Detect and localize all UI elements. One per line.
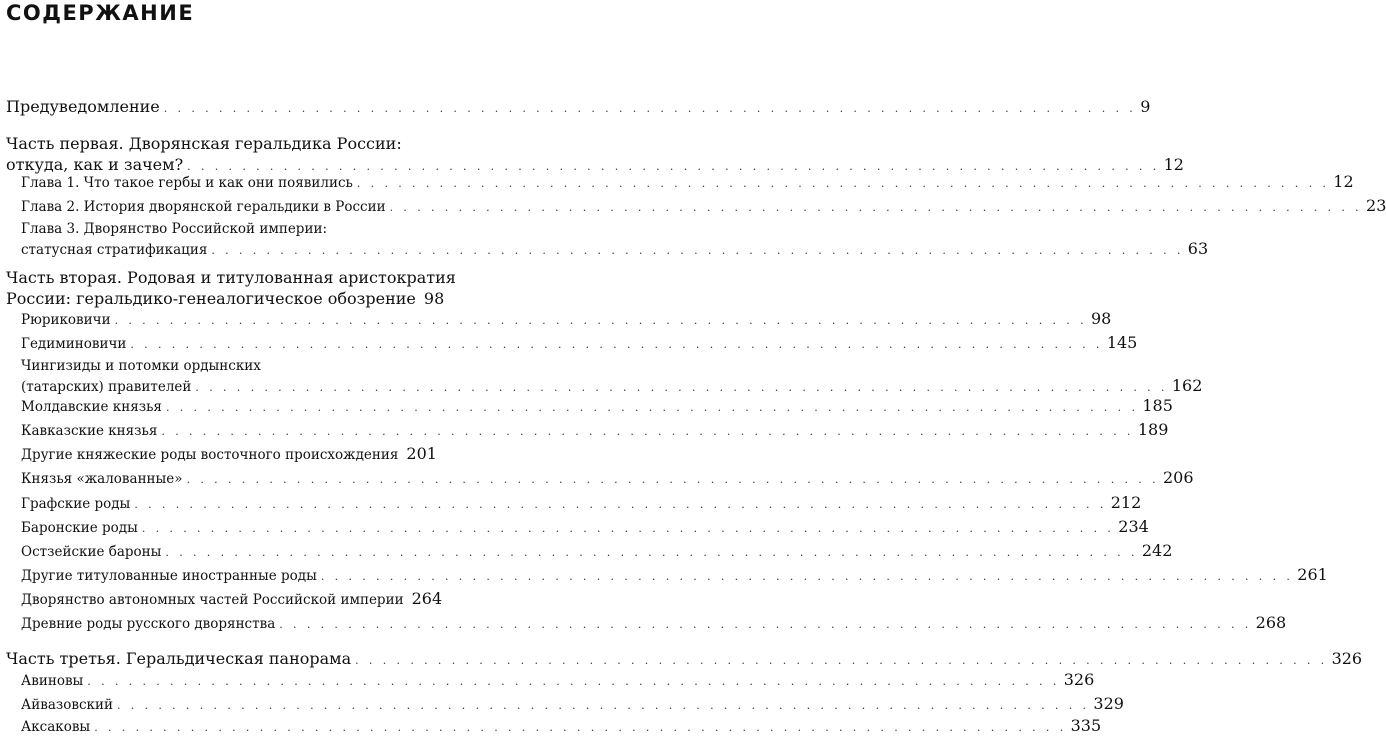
toc-entry-title: Князья «жалованные» xyxy=(21,471,183,487)
toc-page-number: 326 xyxy=(1331,649,1363,668)
toc-entry-title: Графские роды xyxy=(21,496,131,512)
toc-page-number: 145 xyxy=(1106,333,1138,352)
toc-page-number: 335 xyxy=(1070,716,1102,735)
toc-page-number: 326 xyxy=(1063,670,1095,689)
toc-entry-part-three[interactable] xyxy=(6,648,1363,671)
toc-page-number: 189 xyxy=(1137,420,1169,439)
toc-entry-title-line: откуда, как и зачем? xyxy=(6,155,184,174)
toc-entry-title: Глава 1. Что такое гербы и как они появились xyxy=(21,175,353,191)
toc-page-number: 261 xyxy=(1297,565,1328,584)
toc-entry-title: Другие княжеские роды восточного происхождения xyxy=(21,447,399,463)
toc-page-number: 329 xyxy=(1093,694,1124,713)
toc-entry-title-line: Часть первая. Дворянская геральдика России: xyxy=(6,134,402,153)
toc-page-number: 242 xyxy=(1141,541,1173,560)
toc-entry-title: Остзейские бароны xyxy=(21,544,162,560)
toc-entry-title: Рюриковичи xyxy=(21,312,111,328)
toc-entry-title: Молдавские князья xyxy=(21,399,162,415)
toc-entry-title: Глава 2. История дворянской геральдики в России xyxy=(21,199,386,215)
page-title: СОДЕРЖАНИЕ xyxy=(6,1,195,25)
toc-entry-part-two[interactable] xyxy=(6,267,456,311)
dot-leader: . . . . . . . . . . . . . . . . . . . . . . . . . . . . . . . . . . . . . . . . . . . . . . . . . . . . . . . . . . . . . . . . . . . . . . . xyxy=(355,654,1328,667)
toc-entry-title: Авиновы xyxy=(21,673,84,689)
toc-page-number: 206 xyxy=(1162,468,1194,487)
dot-leader: . . . . . . . . . . . . . . . . . . . . . . . . . . . . . . . . . . . . . . . . . . . . . . . . . . . . . . . . . . . . . . . . . . . . . . . xyxy=(116,699,1090,712)
toc-page-number: 162 xyxy=(1171,376,1203,395)
toc-entry-aksakovy[interactable] xyxy=(21,716,1102,737)
dot-leader: . . . . . . . . . . . . . . . . . . . . . . . . . . . . . . . . . . . . . . . . . . . . . . . . . . . . . . . . . . . . . . . . . . . . . . . xyxy=(87,675,1060,688)
toc-entry-chapter-3[interactable] xyxy=(21,220,1209,260)
toc-page-number: 268 xyxy=(1255,613,1287,632)
toc-entry-title: Аксаковы xyxy=(21,719,91,735)
dot-leader: . . . . . . . . . . . . . . . . . . . . . . . . . . . . . . . . . . . . . . . . . . . . . . . . . . . . . . . . . . . . . . . . . . . . . . . xyxy=(94,721,1067,734)
dot-leader: . . . . . . . . . . . . . . . . . . . . . . . . . . . . . . . . . . . . . . . . . . . . . . . . . . . . . . . . . . . . . . . . . . . . . . . xyxy=(161,425,1134,438)
toc-page-number: 12 xyxy=(1333,172,1354,191)
toc-entry-title: Баронские роды xyxy=(21,520,138,536)
toc-entry-part-one[interactable] xyxy=(6,133,1184,177)
toc-entry-avinovy[interactable] xyxy=(21,670,1095,691)
toc-entry-title: Гедиминовичи xyxy=(21,336,127,352)
toc-entry-title: Часть третья. Геральдическая панорама xyxy=(6,649,352,668)
toc-page-number: 9 xyxy=(1140,97,1151,116)
toc-entry-title-line: Глава 3. Дворянство Российской империи: xyxy=(21,221,327,237)
dot-leader: . . . . . . . . . . . . . . . . . . . . . . . . . . . . . . . . . . . . . . . . . . . . . . . . . . . . . . . . . . . . . . . . . . . . . . . xyxy=(389,201,1363,214)
toc-page-number: 234 xyxy=(1118,517,1149,536)
toc-entry-gediminovichi[interactable] xyxy=(21,333,1138,354)
dot-leader: . . . . . . . . . . . . . . . . . . . . . . . . . . . . . . . . . . . . . . . . . . . . . . . . . . . . . . . . . . . . . . . . . . . . . . . xyxy=(134,498,1107,511)
toc-page-number: 185 xyxy=(1142,396,1173,415)
dot-leader: . . . . . . . . . . . . . . . . . . . . . . . . . . . . . . . . . . . . . . . . . . . . . . . . . . . . . . . . . . . . . . . . . . . . . . . xyxy=(211,244,1184,257)
toc-page-number: 12 xyxy=(1163,155,1184,174)
dot-leader: . . . . . . . . . . . . . . . . . . . . . . . . . . . . . . . . . . . . . . . . . . . . . . . . . . . . . . . . . . . . . . . . . . . . . . . xyxy=(186,473,1159,486)
dot-leader: . . . . . . . . . . . . . . . . . . . . . . . . . . . . . . . . . . . . . . . . . . . . . . . . . . . . . . . . . . . . . . . . . . . . . . . xyxy=(165,546,1138,559)
toc-entry-title: Древние роды русского дворянства xyxy=(21,616,276,632)
toc-entry-chapter-1[interactable] xyxy=(21,172,1354,193)
toc-entry-ostzeyskie-barony[interactable] xyxy=(21,541,1173,562)
toc-entry-title: Айвазовский xyxy=(21,697,113,713)
toc-entry-grafskie-rody[interactable] xyxy=(21,493,1142,514)
toc-entry-knyazya-zhalovannye[interactable] xyxy=(21,468,1194,489)
toc-page-number: 201 xyxy=(406,444,437,463)
toc-entry-title-line: Чингизиды и потомки ордынских xyxy=(21,358,261,374)
toc-entry-title: Кавказские князья xyxy=(21,423,158,439)
dot-leader: . . . . . . . . . . . . . . . . . . . . . . . . . . . . . . . . . . . . . . . . . . . . . . . . . . . . . . . . . . . . . . . . . . . . . . . xyxy=(187,160,1160,173)
toc-entry-kavkazskie-knyazya[interactable] xyxy=(21,420,1169,441)
dot-leader: . . . . . . . . . . . . . . . . . . . . . . . . . . . . . . . . . . . . . . . . . . . . . . . . . . . . . . . . . . . . . . . . . . . . . . . xyxy=(195,381,1168,394)
toc-entry-chingizidy[interactable] xyxy=(21,357,1203,397)
toc-entry-title: Другие титулованные иностранные роды xyxy=(21,568,317,584)
toc-entry-title-line: (татарских) правителей xyxy=(21,379,192,395)
toc-entry-drevnie-rody[interactable] xyxy=(21,613,1287,634)
toc-entry-dvoryanstvo-avtonomnyh-chastey[interactable] xyxy=(21,589,443,610)
dot-leader: . . . . . . . . . . . . . . . . . . . . . . . . . . . . . . . . . . . . . . . . . . . . . . . . . . . . . . . . . . . . . . . . . . . . . . . xyxy=(356,177,1330,190)
toc-page-number: 212 xyxy=(1110,493,1142,512)
toc-page-number: 23 xyxy=(1366,196,1386,215)
dot-leader: . . . . . . . . . . . . . . . . . . . . . . . . . . . . . . . . . . . . . . . . . . . . . . . . . . . . . . . . . . . . . . . . . . . . . . . xyxy=(141,522,1115,535)
toc-page-number: 98 xyxy=(423,289,445,308)
toc-page-number: 264 xyxy=(411,589,443,608)
toc-entry-drugie-knyazheskie-rody[interactable] xyxy=(21,444,437,465)
toc-entry-drugie-titulovannye-rody[interactable] xyxy=(21,565,1328,586)
toc-entry-title-line: России: геральдико-генеалогическое обозрение xyxy=(6,289,416,308)
dot-leader: . . . . . . . . . . . . . . . . . . . . . . . . . . . . . . . . . . . . . . . . . . . . . . . . . . . . . . . . . . . . . . . . . . . . . . . xyxy=(320,570,1294,583)
toc-page-number: 63 xyxy=(1187,239,1209,258)
toc-entry-title: Предуведомление xyxy=(6,97,160,116)
toc-entry-chapter-2[interactable] xyxy=(21,196,1386,217)
toc-page-number: 98 xyxy=(1091,309,1112,328)
dot-leader: . . . . . . . . . . . . . . . . . . . . . . . . . . . . . . . . . . . . . . . . . . . . . . . . . . . . . . . . . . . . . . . . . . . . . . . xyxy=(163,102,1137,115)
toc-entry-rurikovichi[interactable] xyxy=(21,309,1112,330)
toc-entry-ayvazovskiy[interactable] xyxy=(21,694,1124,715)
dot-leader: . . . . . . . . . . . . . . . . . . . . . . . . . . . . . . . . . . . . . . . . . . . . . . . . . . . . . . . . . . . . . . . . . . . . . . . xyxy=(114,314,1087,327)
dot-leader: . . . . . . . . . . . . . . . . . . . . . . . . . . . . . . . . . . . . . . . . . . . . . . . . . . . . . . . . . . . . . . . . . . . . . . . xyxy=(165,401,1139,414)
toc-entry-preface[interactable] xyxy=(6,96,1151,119)
toc-entry-moldavskie-knyazya[interactable] xyxy=(21,396,1173,417)
toc-entry-title: Дворянство автономных частей Российской империи xyxy=(21,592,404,608)
dot-leader: . . . . . . . . . . . . . . . . . . . . . . . . . . . . . . . . . . . . . . . . . . . . . . . . . . . . . . . . . . . . . . . . . . . . . . . xyxy=(130,338,1103,351)
toc-entry-title-line: статусная стратификация xyxy=(21,242,208,258)
toc-entry-baronskie-rody[interactable] xyxy=(21,517,1149,538)
dot-leader: . . . . . . . . . . . . . . . . . . . . . . . . . . . . . . . . . . . . . . . . . . . . . . . . . . . . . . . . . . . . . . . . . . . . . . . xyxy=(279,618,1252,631)
toc-entry-title-line: Часть вторая. Родовая и титулованная аристократия xyxy=(6,268,456,287)
